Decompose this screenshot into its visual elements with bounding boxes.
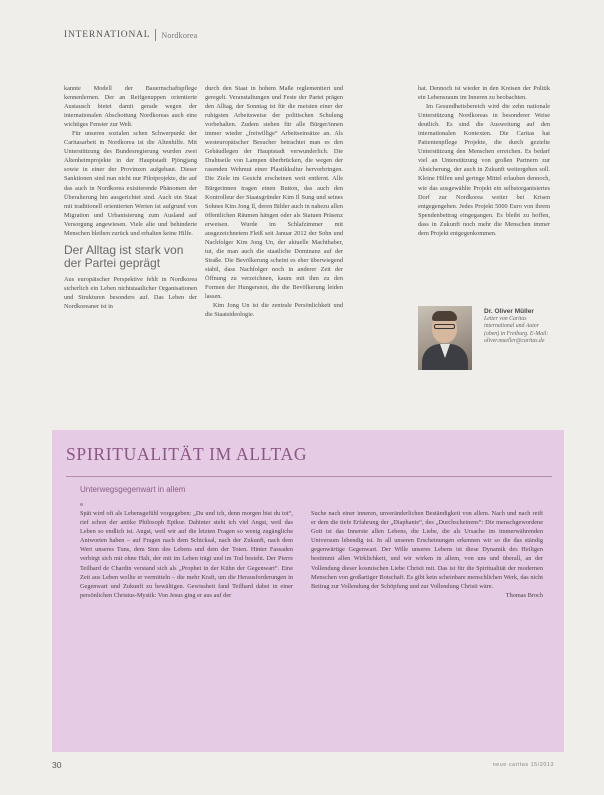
author-info: [484, 308, 554, 345]
page-header: [64, 29, 197, 41]
box-title: SPIRITUALITÄT IM ALLTAG: [66, 444, 308, 464]
paragraph: durch den Staat in hohem Maße reglementiert und geregelt. Veranstaltungen und Feste der Partei prägen den Alltag, der Sonntag ist für die meisten einer der ruhigsten Arbeitsweise der politischen Schulung vorbehalten. Zudem stehen für alle Bürger/innen immer wieder „freiwillige“ Arbeitseinsätze an. Als westeuropäischer Besucher betrachtet man es den Gebäudlegen der Hauptstadt verwunderlich. Die Drahtseile von Lampen überbrücken, die wegen der rasenden Wehmut einer Plastikkultur hervorbringen. Die Ziele im Gesicht erscheinen weit entfernt. Alle Bürgerinnen tragen einen Button, das auch den Kontrolleur der Staatsgründer Kim Il Sung und seines Sohnes Kim Jong Il, deren Bilder auch in nahezu allen öffentlichen Räumen hängen oder als Statuen Präsenz erweisen. Wurde im Schlafzimmer mit ausgezeichnetem Fleiß seit Januar 2012 der Sohn und Nachfolger Kim Jong Un, der aktuelle Machthaber, tut, die man auch die staatliche Dominanz auf der Straße. Die Bevölkerung scheint es eher überwiegend stabil, dass Nachfolger noch in anderer Zeit der Öffnung zu verzeichnen, kaum mit ihm zu den Formen der Hungersnot, die die Bevölkerung leiden lassen.: [205, 85, 343, 301]
spirituality-box: [52, 430, 564, 752]
paragraph: Kim Jong Un ist die zentrale Persönlichkeit und die Staatsideologie.: [205, 302, 343, 319]
publication-info: neue caritas 15/2013: [492, 762, 554, 768]
box-paragraph: Spät wird oft als Lebensgefühl vorgegeben: „Du und ich, denn morgen bist du tot“, rief schon der antike Philosoph Epikur. Dahinter steht ich viel Angst, weil das Leben so endlich ist. Angst, weil wir auf die letzten Fragen so wenig zugängliche Antworten haben – auf Fragen nach dem Schicksal, nach der Zukunft, nach dem Wert unseres Tuns, dem Sinn des Lebens und dem der Toten. Hinter Fassaden verbirgt sich mit ohne Halt, der mit im Leben trägt und im Tod besteht. Der Pierre Teilhard de Chardin verstand sich als „Prophet in der Kühn der Gegenwart“. Eine Zeit aus Leben wollte er vermitteln – die mehr Kraft, um die Herausforderungen in Gegenwart und Zukunft zu bewältigen. Gewissheit fand Teilhard dabei in einer persönlichen Christus-Mystik: Von Jesus ging er aus auf der: [80, 510, 293, 599]
header-divider: [155, 29, 156, 41]
photo-hair: [432, 311, 457, 321]
subsection-title: Nordkorea: [161, 30, 198, 40]
section-title: INTERNATIONAL: [64, 30, 151, 40]
paragraph: Für unseren sozialen schen Schwerpunkt der Caritasarbeit in Nordkorea ist die Altenhilfe. Mit Unterstützung des Bundesregierung wurden zwei Altenheimprojekte in der Hauptstadt Pjöngjang sowie in einer der Provinzen aufgebaut. Dieser Sanktionen sind nun nicht nur Pilotprojekte, die auf das auch in Nordkorea existierende Phänomen der Überalterung hin ausgerichtet sind. Auch ein Staat mit traditionell orientierten Werten ist aufgrund von Migration und Urbanisierung zum Ausland auf Versorgung angewiesen. Viele alte und behinderte Menschen bleiben zurück und erhalten keine Hilfe.: [64, 130, 197, 237]
box-kicker: Unterwegsgegenwart in allem: [80, 485, 186, 494]
author-bio: Leiter von Caritas international und Autor (oben) in Freiburg. E-Mail: oliver.mueller@caritas.de: [484, 316, 549, 344]
box-paragraph: Suche nach einer inneren, unveränderlichen Beständigkeit von allem. Nach und nach reift er dem die tiefe Erfahrung der „Diaphanie“, des „Durchscheinens“: Die menschgewordene Gott ist das Innerste allen Lebens, die Liebe, die als Ursache im immerwährenden Universum lebendig ist. In all unseren Erscheinungen erkennen wir so die das ständig gegenwärtige Gegenwart. Der Wille unseres Lebens ist diese Dynamik des Heiligen bestimmt allen Wirklichkeit, und wir wirken in allem, von uns und überall, an der Vollendung dieser kosmischen Liebe Christi mit. Das ist für die Spiritualität der modernen Menschen von großartiger Botschaft. Es gibt kein scheinbare menschlichen Werk, das nicht Beitrag zur Vollendung der Schöpfung und zur Vollendung Christi wäre.: [311, 510, 543, 590]
paragraph: Aus europäischer Perspektive fehlt in Nordkorea sicherlich ein Leben nichtstaatlicher Organisationen und Strukturen besonders auf. Das Leben der Nordkoreaner ist in: [64, 275, 197, 310]
paragraph: kannte Modell der Bauernschaftspflege kennenlernen. Der an Reifgenuppen orientierte Austausch bietet damit gerade wegen der internationalen Abschottung Nordkoreas auch eine wichtiges Fenster zur Welt.: [64, 85, 197, 129]
paragraph: hat. Dennoch ist wieder in den Kreisen der Politik ein Lebensraum im Inneren zu beobachten.: [418, 85, 550, 102]
author-name: Dr. Oliver Müller: [484, 308, 534, 315]
page-number: 30: [52, 760, 62, 770]
author-photo: [418, 306, 472, 370]
box-column-1: [80, 509, 293, 600]
subheading: Der Alltag ist stark von der Partei geprägt: [64, 242, 184, 270]
box-bullet-icon: [80, 503, 83, 506]
photo-glasses: [434, 324, 455, 329]
paragraph: Im Gesundheitsbereich wird die zehn nationale Unterstützung Nordkoreas in besonderer Weise deutlich. Es sind die Ausweitung auf den internationalen Kontexten. Die Caritas hat Patientenpflege Projekte, die durch gezielte Unterstützung den Menschen erreichen. Es bedarf viel an Unterstützung von großen Partnern zur Absicherung, der auch in Zukunft weitergehen soll. Kleine Hilfen und geringe Mittel erlauben dennoch, wie das ausgewählte Projekt ein selbstorganisiertes Dorf zur Nordkorea weiter bei Krisen entgegengehen. Jedes Projekt 5000 Euro von ihrem Spendenbeitrag eingegangen. Es bleibt zu hoffen, dass in Zukunft noch mehr die Menschen immer dem Projekt entgegenkommen.: [418, 103, 550, 237]
box-signature: Thomas Broch: [505, 591, 543, 599]
article-column-1: [64, 84, 197, 311]
box-column-2: [311, 509, 543, 600]
article-column-3: [418, 84, 550, 238]
box-divider: [66, 476, 552, 477]
article-column-2: [205, 84, 343, 319]
